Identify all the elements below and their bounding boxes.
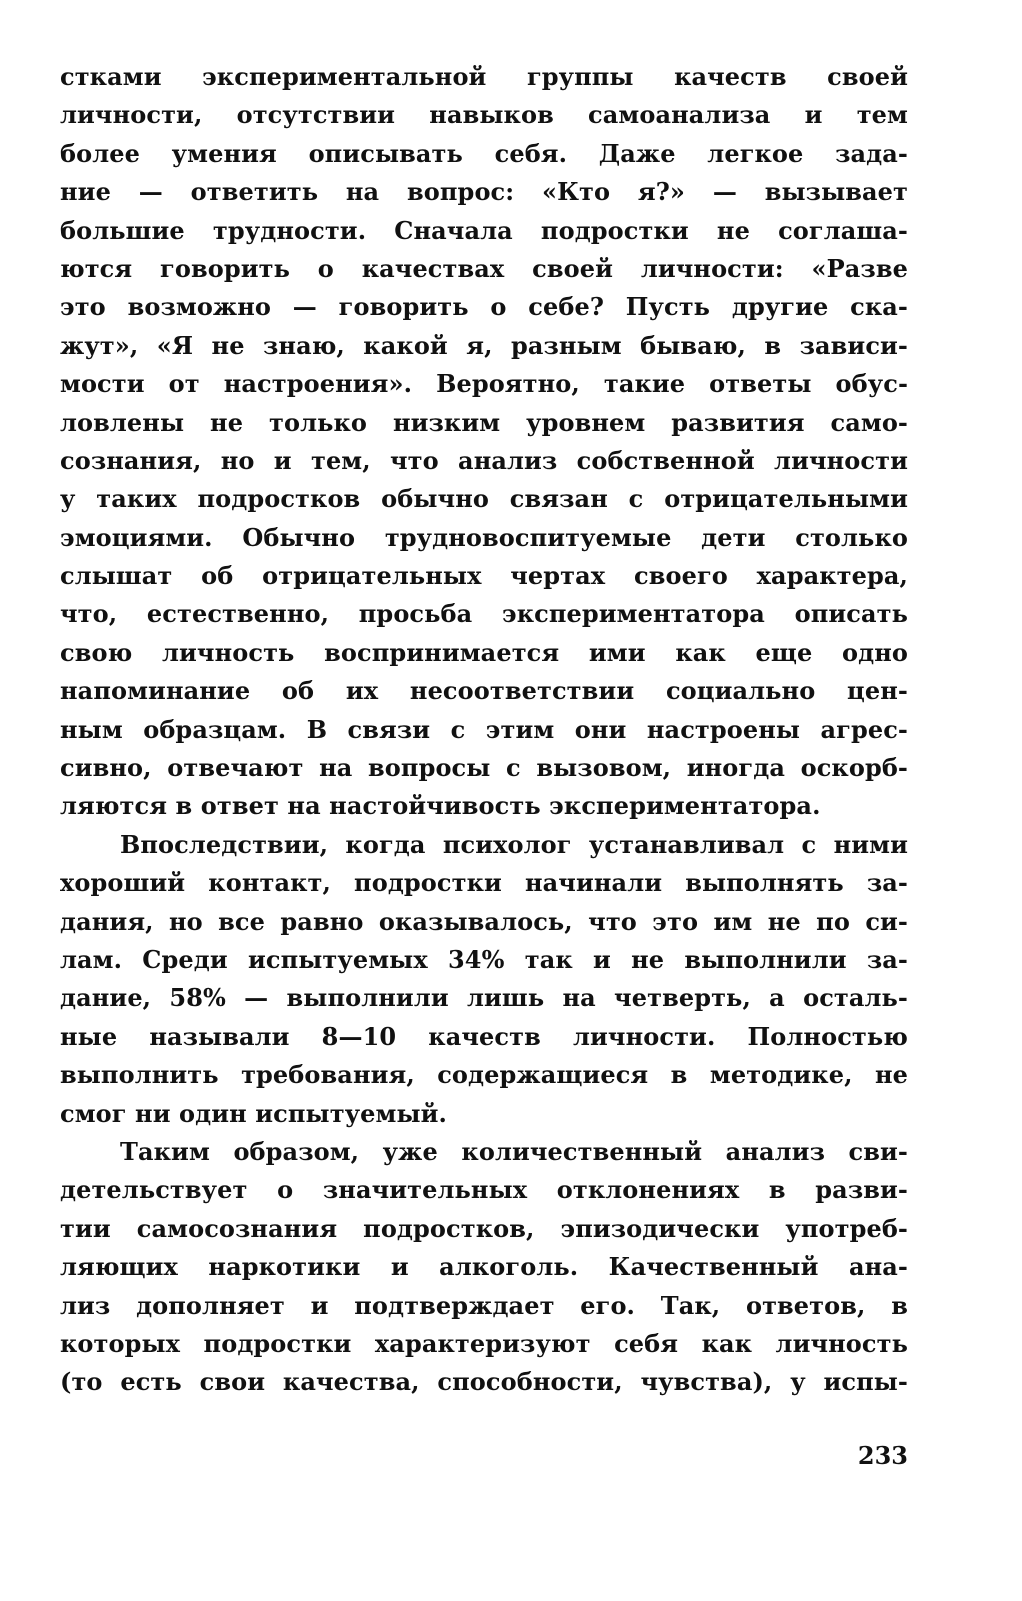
- text-line: напоминание об их несоответствии социально цен-: [60, 676, 908, 706]
- text-line: Впоследствии, когда психолог устанавливал с ними: [120, 829, 908, 859]
- text-line: личности, отсутствии навыков самоанализа и тем: [60, 100, 908, 130]
- body-text: [60, 58, 908, 1402]
- text-line: ным образцам. В связи с этим они настроены агрес-: [60, 714, 908, 744]
- text-line: более умения описывать себя. Даже легкое зада-: [60, 138, 908, 168]
- text-line: ные называли 8—10 качеств личности. Полностью: [60, 1021, 908, 1051]
- text-line: которых подростки характеризуют себя как личность: [60, 1328, 908, 1358]
- text-line: слышат об отрицательных чертах своего характера,: [60, 561, 908, 591]
- text-line: ются говорить о качествах своей личности: «Разве: [60, 253, 908, 283]
- text-line: смог ни один испытуемый.: [60, 1098, 447, 1128]
- text-line: выполнить требования, содержащиеся в методике, не: [60, 1060, 908, 1090]
- text-line: тии самосознания подростков, эпизодически употреб-: [60, 1213, 908, 1243]
- text-line: большие трудности. Сначала подростки не соглаша-: [60, 215, 908, 245]
- text-line: эмоциями. Обычно трудновоспитуемые дети столько: [60, 522, 908, 552]
- text-line: Таким образом, уже количественный анализ сви-: [120, 1136, 908, 1166]
- text-line: у таких подростков обычно связан с отрицательными: [60, 484, 908, 514]
- text-line: что, естественно, просьба экспериментатора описать: [60, 599, 908, 629]
- paragraph-1: [60, 58, 908, 826]
- text-line: сознания, но и тем, что анализ собственной личности: [60, 445, 908, 475]
- text-line: (то есть свои качества, способности, чувства), у испы-: [60, 1367, 908, 1397]
- text-line: лам. Среди испытуемых 34% так и не выполнили за-: [60, 944, 908, 974]
- text-line: это возможно — говорить о себе? Пусть другие ска-: [60, 292, 908, 322]
- text-line: свою личность воспринимается ими как еще одно: [60, 637, 908, 667]
- text-line: стками экспериментальной группы качеств своей: [60, 62, 908, 91]
- text-line: детельствует о значительных отклонениях в разви-: [60, 1175, 908, 1205]
- text-line: лиз дополняет и подтверждает его. Так, ответов, в: [60, 1290, 908, 1320]
- text-line: сивно, отвечают на вопросы с вызовом, иногда оскорб-: [60, 753, 908, 783]
- text-line: ляющих наркотики и алкоголь. Качественный ана-: [60, 1252, 908, 1282]
- text-line: мости от настроения». Вероятно, такие ответы обус-: [60, 369, 908, 399]
- text-line: дания, но все равно оказывалось, что это им не по си-: [60, 906, 908, 936]
- page-number: 233: [857, 1441, 908, 1470]
- text-line: хороший контакт, подростки начинали выполнять за-: [60, 868, 908, 898]
- paragraph-3: [60, 1133, 908, 1402]
- text-line: ляются в ответ на настойчивость экспериментатора.: [60, 791, 821, 821]
- text-line: дание, 58% — выполнили лишь на четверть, а осталь-: [60, 983, 908, 1013]
- text-line: жут», «Я не знаю, какой я, разным бываю, в зависи-: [60, 330, 908, 360]
- text-line: ние — ответить на вопрос: «Кто я?» — вызывает: [60, 177, 908, 207]
- text-line: ловлены не только низким уровнем развития само-: [60, 407, 908, 437]
- paragraph-2: [60, 826, 908, 1133]
